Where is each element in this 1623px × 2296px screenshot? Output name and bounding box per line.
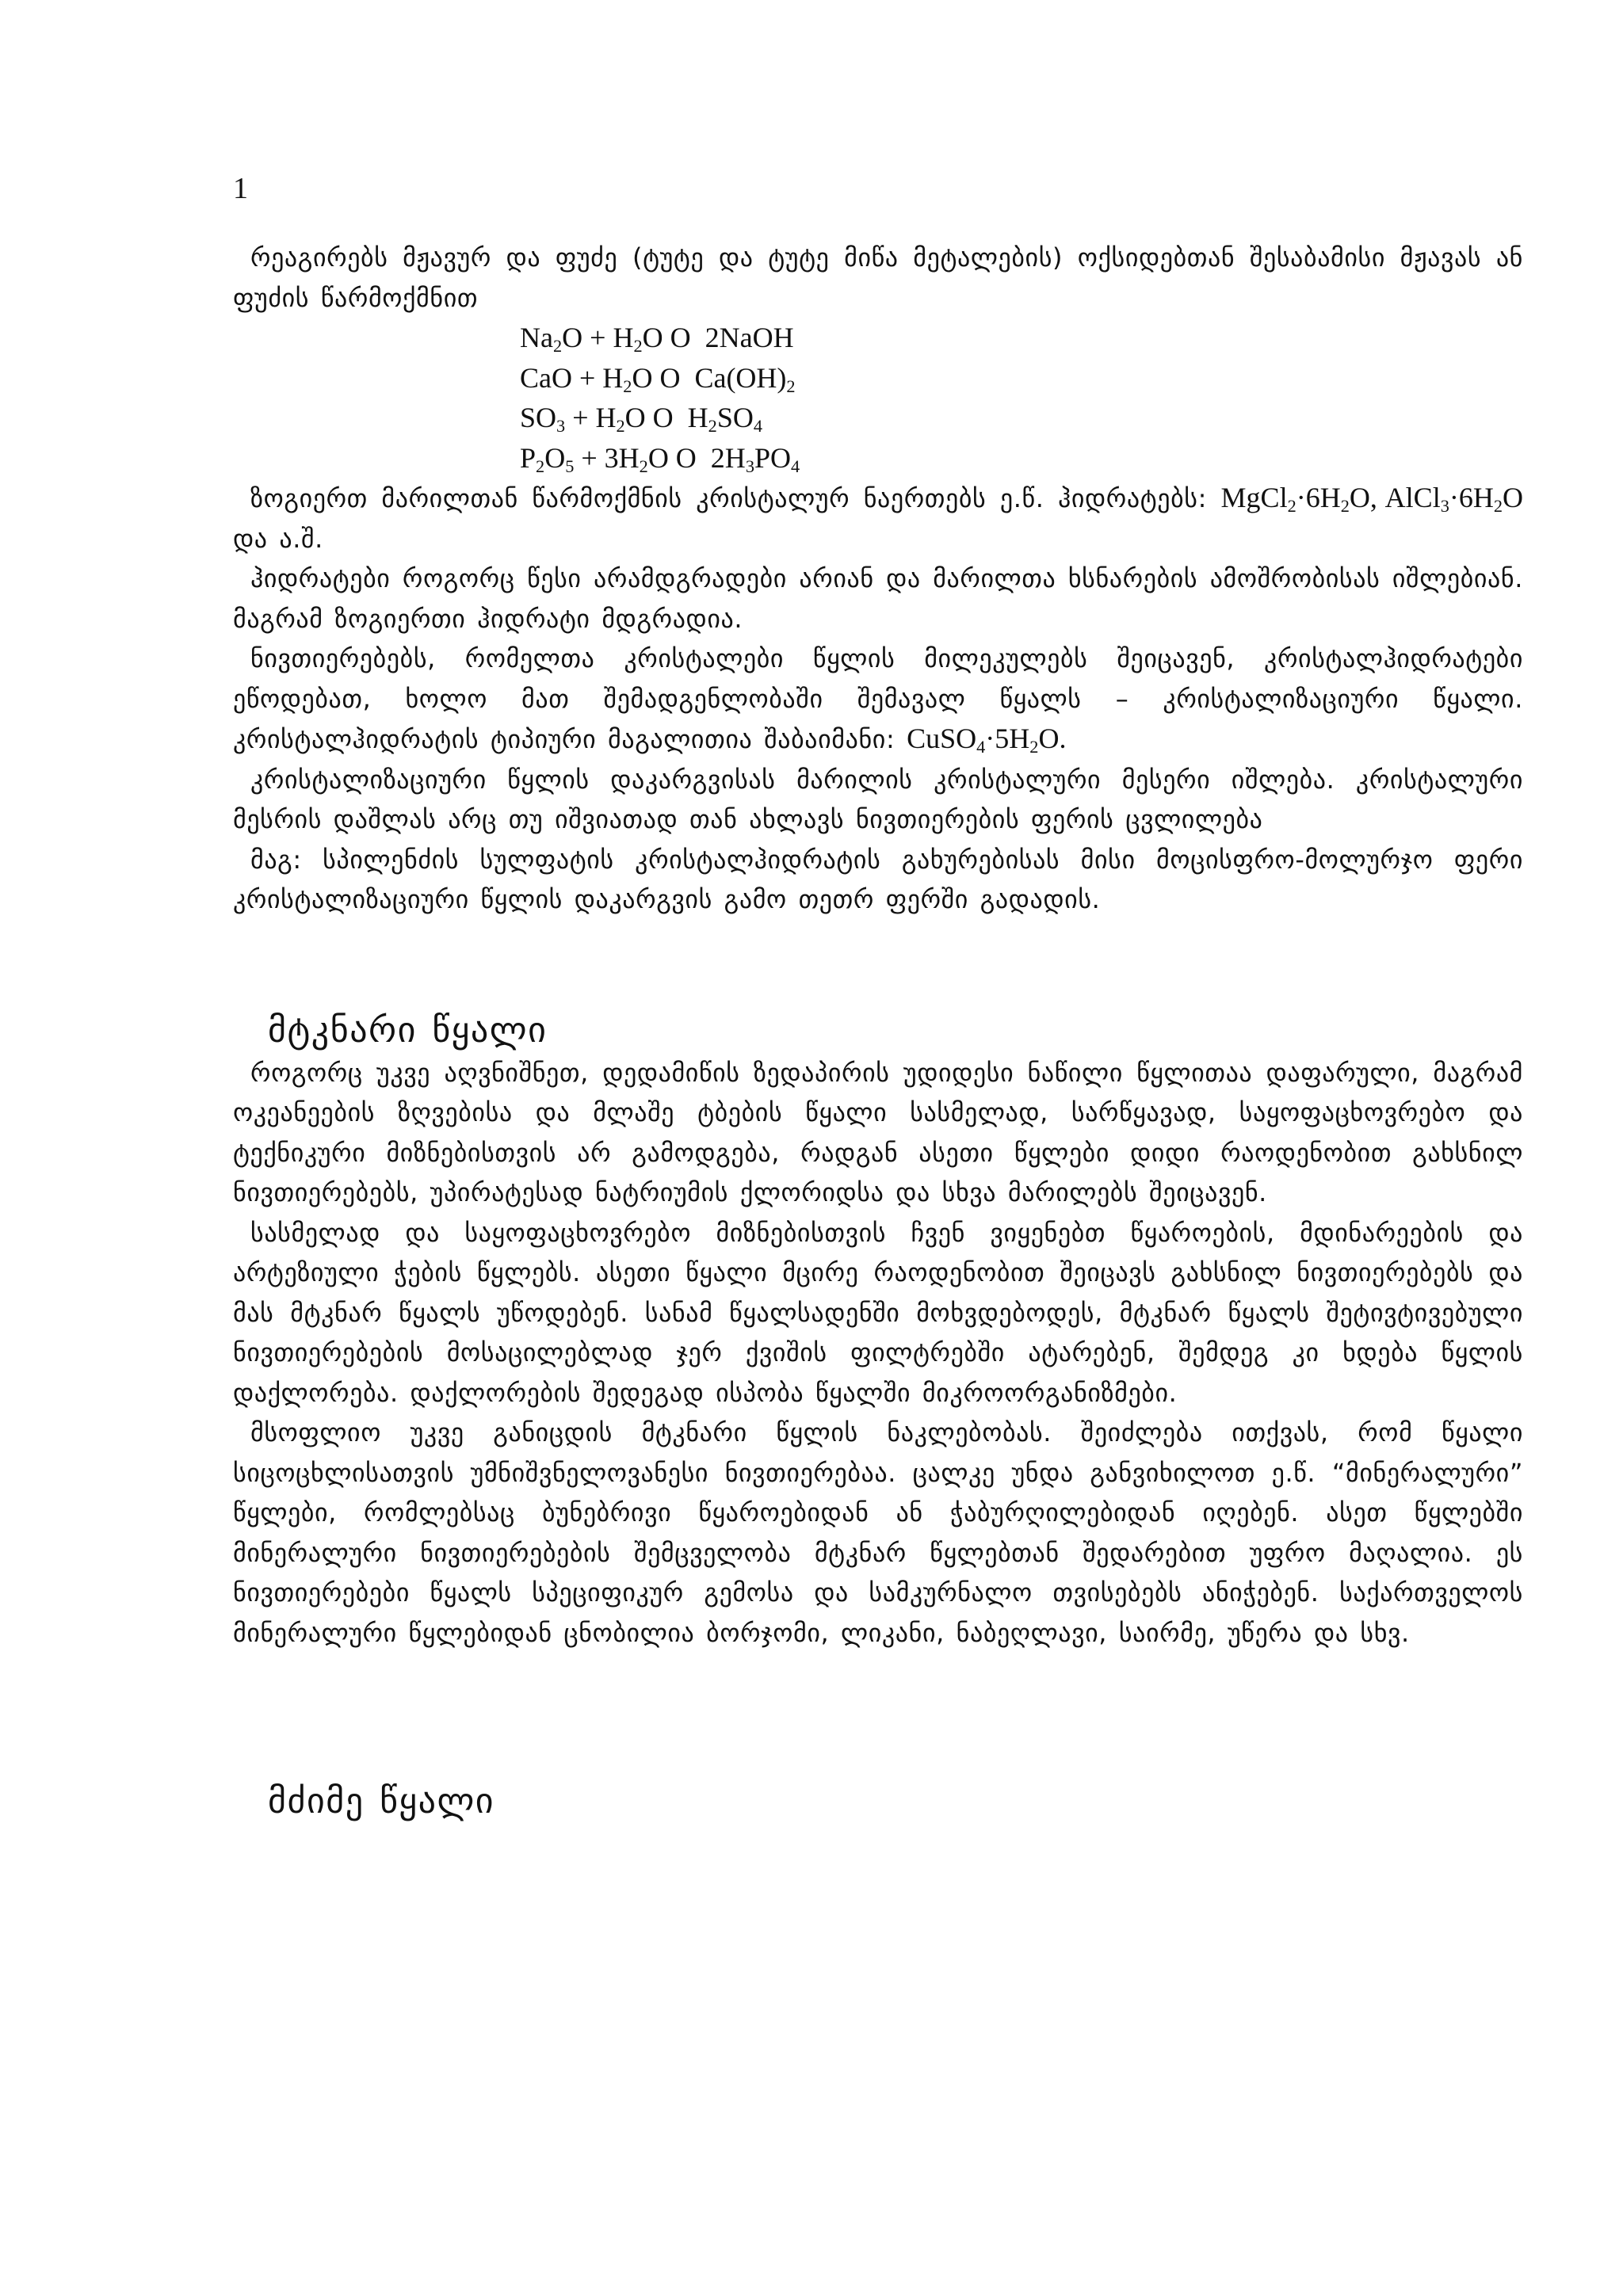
paragraph: ნივთიერებებს, რომელთა კრისტალები წყლის მილეკულებს შეიცავენ, კრისტალჰიდრატები ეწოდებათ, ხოლო მათ შემადგენლობაში შემავალ წყალს – კრისტალიზაციური წყალი. კრისტალჰიდრატის ტიპიური მაგალითია შაბაიმანი: $CuSO_4\cdot 5H_2O$. [233, 643, 1523, 757]
equation-line: $SO_3 + H_2O$ O $H_2SO_4$ [520, 402, 762, 437]
equation-line: $Na_2O + H_2O$ O 2NaOH [520, 322, 794, 357]
section-spacer [233, 920, 1523, 1009]
paragraph: კრისტალიზაციური წყლის დაკარგვისას მარილის კრისტალური მესერი იშლება. კრისტალური მესრის დაშლას არც თუ იშვიათად თან ახლავს ნივთიერების ფერის ცვლილება [233, 764, 1523, 834]
page-number: 1 [233, 172, 248, 205]
paragraph: როგორც უკვე აღვნიშნეთ, დედამიწის ზედაპირის უდიდესი ნაწილი წყლითაა დაფარული, მაგრამ ოკეანეების ზღვებისა და მლაშე ტბების წყალი სასმელად, სარწყავად, საყოფაცხოვრებო და ტექნიკური მიზნებისთვის არ გამოდგება, რადგან ასეთი წყლები დიდი რაოდენობით გახსნილ ნივთიერებებს, უპირატესად ნატრიუმის ქლორიდსა და სხვა მარილებს შეიცავენ. [233, 1057, 1523, 1207]
equation-line: CaO + $H_2O$ O $Ca(OH)_2$ [520, 361, 796, 396]
section-heading-heavy-water: მძიმე წყალი [268, 1781, 495, 1821]
section-heading-fresh-water: მტკნარი წყალი [268, 1009, 548, 1051]
paragraph: ზოგიერთ მარილთან წარმოქმნის კრისტალურ ნაერთებს ე.წ. ჰიდრატებს: $MgCl_2\cdot 6H_2O$, $AlCl_3\cdot 6H_2O$ და ა.შ. [233, 482, 1524, 554]
paragraph: სასმელად და საყოფაცხოვრებო მიზნებისთვის ჩვენ ვიყენებთ წყაროების, მდინარეების და არტეზიული ჭების წყლებს. ასეთი წყალი მცირე რაოდენობით შეიცავს გახსნილ ნივთიერებებს და მას მტკნარ წყალს უწოდებენ. სანამ წყალსადენში მოხვდებოდეს, მტკნარ წყალს შეტივტივებული ნივთიერებების მოსაცილებლად ჯერ ქვიშის ფილტრებში ატარებენ, შემდეგ კი ხდება წყლის დაქლორება. დაქლორების შედეგად ისპობა წყალში მიკროორგანიზმები. [233, 1217, 1523, 1408]
paragraph: ჰიდრატები როგორც წესი არამდგრადები არიან და მარილთა ხსნარების ამოშრობისას იშლებიან. მაგრამ ზოგიერთი ჰიდრატი მდგრადია. [233, 563, 1523, 634]
hydrate-formula: $MgCl_2\cdot 6H_2O$, $AlCl_3\cdot 6H_2O$ [1220, 482, 1524, 517]
equation-line: $P_2O_5 + 3H_2O$ O $2H_3PO_4$ [520, 441, 800, 476]
section-spacer [233, 1653, 1523, 1779]
document-body [233, 238, 1523, 1824]
paragraph: რეაგირებს მჟავურ და ფუძე (ტუტე და ტუტე მიწა მეტალების) ოქსიდებთან შესაბამისი მჟავას ან ფუძის წარმოქმნით [233, 242, 1523, 313]
paragraph: მაგ: სპილენძის სულფატის კრისტალჰიდრატის გახურებისას მისი მოცისფრო-მოლურჯო ფერი კრისტალიზაციური წყლის დაკარგვის გამო თეთრ ფერში გადადის. [233, 844, 1523, 914]
equation-list [233, 318, 1523, 478]
crystal-hydrate-formula: $CuSO_4\cdot 5H_2O$. [907, 723, 1067, 757]
paragraph: მსოფლიო უკვე განიცდის მტკნარი წყლის ნაკლებობას. შეიძლება ითქვას, რომ წყალი სიცოცხლისათვის უმნიშვნელოვანესი ნივთიერებაა. ცალკე უნდა განვიხილოთ ე.წ. “მინერალური” წყლები, რომლებსაც ბუნებრივი წყაროებიდან ან ჭაბურღილებიდან იღებენ. ასეთ წყლებში მინერალური ნივთიერებების შემცველობა მტკნარ წყლებთან შედარებით უფრო მაღალია. ეს ნივთიერებები წყალს სპეციფიკურ გემოსა და სამკურნალო თვისებებს ანიჭებენ. საქართველოს მინერალური წყლებიდან ცნობილია ბორჯომი, ლიკანი, ნაბეღლავი, საირმე, უწერა და სხვ. [233, 1417, 1523, 1648]
